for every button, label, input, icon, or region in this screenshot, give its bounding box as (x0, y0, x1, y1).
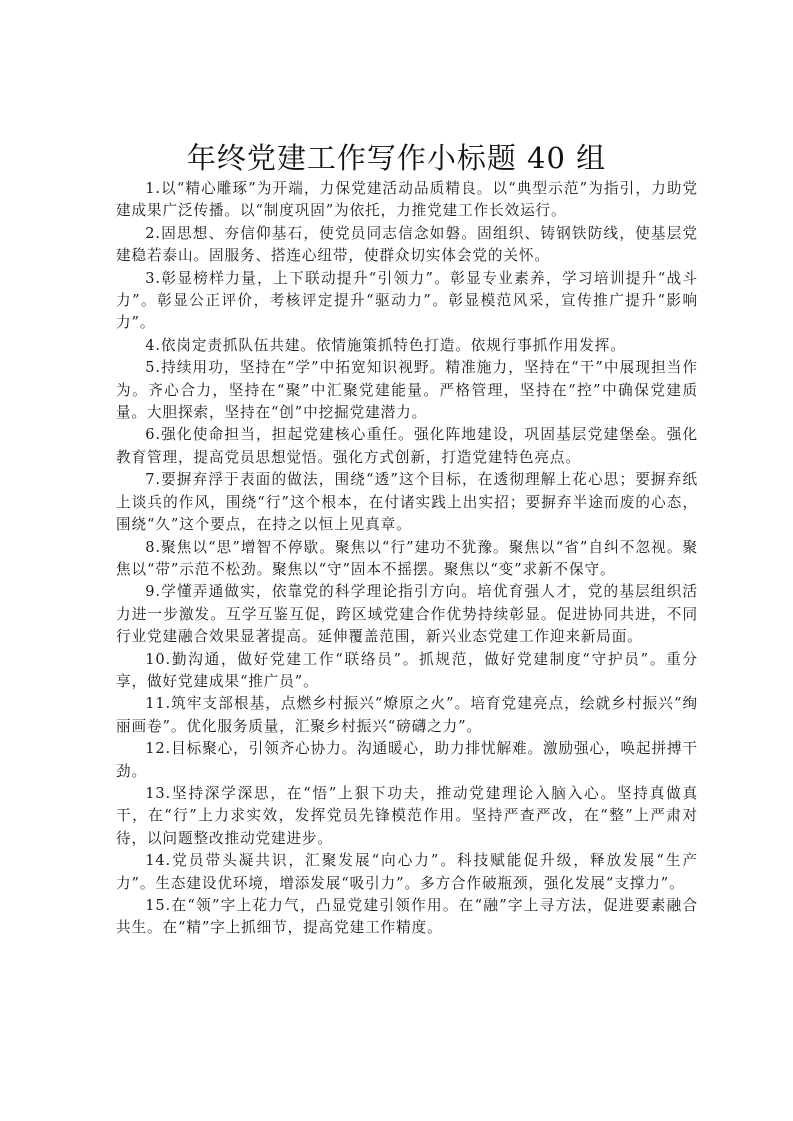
document-body (116, 178, 698, 940)
paragraph-7: 7.要摒弃浮于表面的做法，围绕“透”这个目标，在透彻理解上花心思；要摒弃纸上谈兵的作风，围绕“行”这个根本，在付诸实践上出实招；要摒弃半途而废的心态，围绕“久”这个要点，在持之以恒上见真章。 (116, 471, 698, 534)
paragraph-9: 9.学懂弄通做实，依靠党的科学理论指引方向。培优育强人才，党的基层组织活力进一步激发。互学互鉴互促，跨区域党建合作优势持续彰显。促进协同共进，不同行业党建融合效果显著提高。延伸覆盖范围，新兴业态党建工作迎来新局面。 (116, 583, 698, 646)
paragraph-15: 15.在“领”字上花力气，凸显党建引领作用。在“融”字上寻方法，促进要素融合共生。在“精”字上抓细节，提高党建工作精度。 (116, 897, 698, 937)
paragraph-4: 4.依岗定责抓队伍共建。依情施策抓特色打造。依规行事抓作用发挥。 (145, 336, 626, 354)
paragraph-1: 1.以“精心雕琢”为开端，力保党建活动品质精良。以“典型示范”为指引，力助党建成果广泛传播。以“制度巩固”为依托，力推党建工作长效运行。 (116, 180, 698, 220)
paragraph-13: 13.坚持深学深思，在“悟”上狠下功夫，推动党建理论入脑入心。坚持真做真干，在“行”上力求实效，发挥党员先锋模范作用。坚持严查严改，在“整”上严肃对待，以问题整改推动党建进步。 (116, 784, 698, 847)
document-title: 年终党建工作写作小标题 40 组 (186, 141, 607, 175)
paragraph-14: 14.党员带头凝共识，汇聚发展“向心力”。科技赋能促升级，释放发展“生产力”。生态建设优环境，增添发展“吸引力”。多方合作破瓶颈，强化发展“支撑力”。 (116, 852, 698, 892)
paragraph-11: 11.筑牢支部根基，点燃乡村振兴“燎原之火”。培育党建亮点，绘就乡村振兴“绚丽画卷”。优化服务质量，汇聚乡村振兴“磅礴之力”。 (116, 695, 698, 735)
paragraph-12: 12.目标聚心，引领齐心协力。沟通暖心，助力排忧解难。激励强心，唤起拼搏干劲。 (116, 740, 698, 780)
paragraph-2: 2.固思想、夯信仰基石，使党员同志信念如磐。固组织、铸钢铁防线，使基层党建稳若泰山。固服务、搭连心纽带，使群众切实体会党的关怀。 (116, 224, 698, 265)
paragraph-10: 10.勤沟通，做好党建工作“联络员”。抓规范，做好党建制度“守护员”。重分享，做好党建成果“推广员”。 (116, 650, 698, 690)
paragraph-3: 3.彰显榜样力量，上下联动提升“引领力”。彰显专业素养，学习培训提升“战斗力”。彰显公正评价，考核评定提升“驱动力”。彰显模范风采，宣传推广提升“影响力”。 (116, 269, 698, 332)
paragraph-6: 6.强化使命担当，担起党建核心重任。强化阵地建设，巩固基层党建堡垒。强化教育管理，提高党员思想觉悟。强化方式创新，打造党建特色亮点。 (116, 426, 698, 466)
paragraph-5: 5.持续用功，坚持在“学”中拓宽知识视野。精准施力，坚持在“干”中展现担当作为。齐心合力，坚持在“聚”中汇聚党建能量。严格管理，坚持在“控”中确保党建质量。大胆探索，坚持在“创”中挖掘党建潜力。 (116, 359, 698, 422)
paragraph-8: 8.聚焦以“思”增智不停歇。聚焦以“行”建功不犹豫。聚焦以“省”自纠不忽视。聚焦以“带”示范不松劲。聚焦以“守”固本不摇摆。聚焦以“变”求新不保守。 (116, 538, 698, 578)
